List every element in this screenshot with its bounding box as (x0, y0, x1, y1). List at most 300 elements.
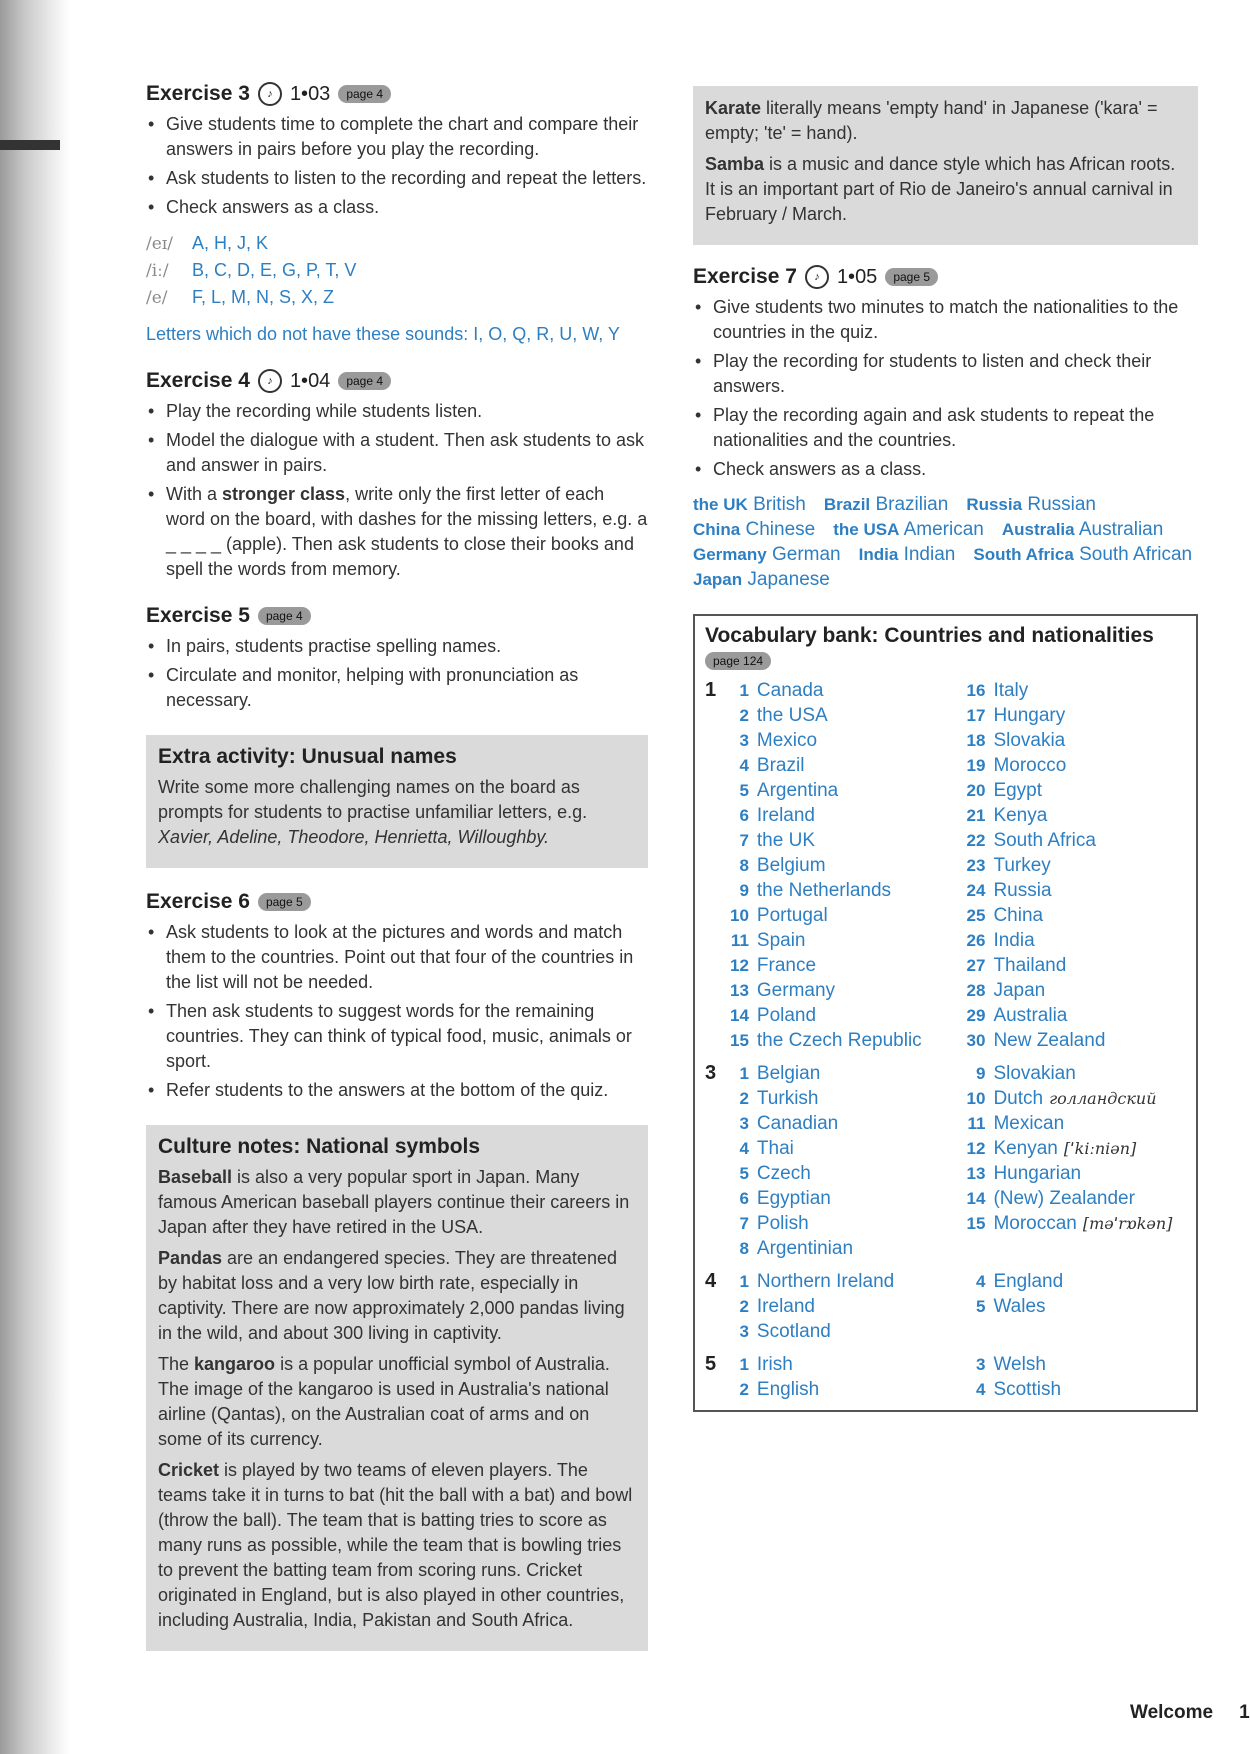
vocab-item (721, 1086, 958, 1111)
vocab-item (721, 1269, 958, 1294)
audio-cd-icon: ♪ (258, 369, 282, 393)
vocab-item (721, 903, 958, 928)
vocab-group (705, 1352, 1186, 1402)
item-number: 10 (966, 1089, 986, 1108)
item-word: New Zealand (993, 1030, 1106, 1051)
vocab-item (721, 1377, 958, 1402)
list-item: • Ask students to listen to the recording and repeat the letters. (146, 166, 648, 191)
vocab-group (705, 1061, 1186, 1261)
item-number: 10 (729, 906, 749, 925)
answer-line (693, 517, 1198, 542)
phonetic-symbol: /e/ (146, 288, 168, 308)
bullet-list (146, 920, 648, 1103)
vocab-column (957, 1061, 1186, 1261)
list-item: • Play the recording again and ask students to repeat the nationalities and the countries. (693, 403, 1198, 453)
item-word: Czech (756, 1163, 811, 1184)
vocabulary-groups (705, 678, 1186, 1402)
item-number: 3 (739, 1322, 749, 1341)
vocab-item (957, 703, 1186, 728)
list-item: • Then ask students to suggest words for the remaining countries. They can think of typical food, music, animals or sport. (146, 999, 648, 1074)
text: literally means 'empty hand' in Japanese ('kara' = empty; 'te' = hand). (705, 98, 1158, 143)
item-number: 5 (739, 781, 749, 800)
country-nationality-pair (859, 544, 956, 565)
item-number: 30 (966, 1031, 986, 1050)
answer-line (693, 567, 1198, 592)
item-word: Thai (756, 1138, 794, 1159)
vocab-item (957, 1136, 1186, 1161)
vocab-item (721, 778, 958, 803)
vocab-item (721, 928, 958, 953)
item-number: 14 (729, 1006, 749, 1025)
country: Brazil (823, 495, 871, 514)
item-word: Moroccan (993, 1213, 1077, 1234)
box-title: Culture notes: National symbols (158, 1135, 481, 1158)
item-word: Irish (756, 1354, 793, 1375)
item-word: Scotland (756, 1321, 831, 1342)
vocab-item (957, 1061, 1186, 1086)
vocab-item (721, 828, 958, 853)
group-number: 4 (705, 1270, 717, 1292)
item-word: Turkey (993, 855, 1051, 876)
page-reference-badge: page 5 (258, 893, 311, 911)
text: is a popular unofficial symbol of Australia. The image of the kangaroo is used in Australia's national airline (Qantas), on the Australian coat of arms and on some of its currency. (158, 1354, 610, 1449)
phonetic-symbol: /eɪ/ (146, 234, 173, 254)
exercise-title: Exercise 3 (146, 82, 250, 105)
nationality: Japanese (747, 569, 830, 590)
country: Japan (693, 570, 743, 589)
vocab-item (721, 853, 958, 878)
item-number: 1 (739, 1272, 749, 1291)
vocab-item (957, 1211, 1186, 1236)
item-word: Belgium (756, 855, 826, 876)
bold-term: Cricket (158, 1460, 220, 1480)
vocab-item (957, 1377, 1186, 1402)
item-word: Italy (993, 680, 1029, 701)
nationality: Australian (1078, 519, 1164, 540)
item-word: England (993, 1271, 1064, 1292)
item-number: 20 (966, 781, 986, 800)
item-word: Argentinian (756, 1238, 854, 1259)
spine-mark (0, 140, 60, 150)
vocab-item (957, 828, 1186, 853)
vocab-column (957, 1352, 1186, 1402)
item-word: Mexico (756, 730, 818, 751)
left-column (146, 82, 648, 1673)
answer-line (693, 542, 1198, 567)
exercise-title: Exercise 7 (693, 265, 797, 288)
example-names: Xavier, Adeline, Theodore, Henrietta, Willoughby. (158, 827, 550, 847)
bullet-list (146, 399, 648, 582)
item-number: 26 (966, 931, 986, 950)
item-number: 4 (739, 1139, 749, 1158)
item-word: Spain (756, 930, 806, 951)
note-paragraph (705, 96, 1186, 146)
item-number: 5 (739, 1164, 749, 1183)
item-word: Canada (756, 680, 824, 701)
vocab-item (721, 1003, 958, 1028)
item-number: 11 (967, 1114, 986, 1133)
track-number: 1•05 (836, 265, 878, 288)
item-number: 7 (739, 1214, 749, 1233)
item-word: Australia (993, 1005, 1068, 1026)
vocabulary-bank-box (693, 614, 1198, 1412)
vocab-item (721, 878, 958, 903)
vocab-item (957, 853, 1186, 878)
country-nationality-pair (693, 494, 806, 515)
page-reference-badge: page 5 (885, 268, 938, 286)
item-number: 3 (739, 731, 749, 750)
exercise-7-heading (693, 265, 1198, 289)
text: With a (166, 484, 223, 504)
item-number: 13 (729, 981, 749, 1000)
list-item: • Play the recording for students to listen and check their answers. (693, 349, 1198, 399)
country-nationality-pair (693, 569, 830, 590)
vocab-item (957, 953, 1186, 978)
item-word: Germany (756, 980, 836, 1001)
item-number: 15 (729, 1031, 749, 1050)
page-number: 1 (1239, 1702, 1250, 1723)
item-number: 7 (739, 831, 749, 850)
item-number: 2 (739, 1297, 749, 1316)
vocab-item (957, 778, 1186, 803)
item-number: 2 (739, 1089, 749, 1108)
item-word: Russia (993, 880, 1052, 901)
track-number: 1•03 (289, 82, 331, 105)
exercise-5-heading (146, 604, 648, 628)
item-word: Portugal (756, 905, 828, 926)
list-item: • Check answers as a class. (146, 195, 648, 220)
item-word: Welsh (993, 1354, 1046, 1375)
country-nationality-pair (966, 494, 1096, 515)
item-word: the Netherlands (756, 880, 892, 901)
item-word: (New) Zealander (993, 1188, 1135, 1209)
item-number: 13 (966, 1164, 986, 1183)
item-number: 16 (966, 681, 986, 700)
page-reference-badge: page 124 (705, 652, 771, 670)
item-number: 29 (966, 1006, 986, 1025)
item-number: 3 (975, 1355, 986, 1374)
vocab-item (721, 703, 958, 728)
vocab-item (957, 903, 1186, 928)
list-item: • Refer students to the answers at the bottom of the quiz. (146, 1078, 648, 1103)
item-word: Northern Ireland (756, 1271, 895, 1292)
item-word: Mexican (993, 1113, 1065, 1134)
bold-term: Baseball (158, 1167, 233, 1187)
section-label: Welcome (1130, 1702, 1214, 1723)
item-word: France (756, 955, 817, 976)
text: , write only the first letter of each word on the board, with dashes for the missing letters, e.g. a _ _ _ _ (apple). Then ask students to close their books and spell the words from memory. (166, 484, 648, 579)
exercise-5 (146, 604, 648, 713)
answer-letters: F, L, M, N, S, X, Z (192, 287, 335, 307)
exercise-6 (146, 890, 648, 1103)
exercise-title: Exercise 4 (146, 369, 250, 392)
vocab-group (705, 678, 1186, 1053)
item-word: Canadian (756, 1113, 839, 1134)
item-word: Turkish (756, 1088, 819, 1109)
exercise-title: Exercise 5 (146, 604, 250, 627)
item-word: Polish (756, 1213, 809, 1234)
nationality: British (753, 494, 806, 515)
note-paragraph (158, 1352, 636, 1452)
item-number: 9 (739, 881, 749, 900)
exercise-6-heading (146, 890, 648, 914)
exercise-3 (146, 82, 648, 347)
vocab-item (957, 753, 1186, 778)
item-number: 1 (739, 1355, 749, 1374)
nationality: Chinese (745, 519, 816, 540)
item-word: Brazil (756, 755, 805, 776)
item-word: Hungarian (993, 1163, 1082, 1184)
item-number: 3 (739, 1114, 749, 1133)
item-word: Slovakia (993, 730, 1066, 751)
country: the USA (833, 520, 900, 539)
country: Russia (966, 495, 1023, 514)
culture-notes-box (146, 1125, 648, 1651)
text: is also a very popular sport in Japan. Many famous American baseball players continue their careers in Japan after they have retired in the USA. (158, 1167, 630, 1237)
note-paragraph (705, 152, 1186, 227)
handwritten-note: голландский (1049, 1089, 1157, 1108)
item-word: Poland (756, 1005, 817, 1026)
nationality: South African (1079, 544, 1193, 565)
item-number: 8 (739, 856, 749, 875)
answer-row (146, 257, 648, 284)
text: is a music and dance style which has African roots. It is an important part of Rio de Janeiro's annual carnival in February / March. (705, 154, 1176, 224)
item-word: Kenyan (993, 1138, 1058, 1159)
country: Australia (1001, 520, 1075, 539)
vocab-item (957, 1086, 1186, 1111)
vocab-item (721, 953, 958, 978)
vocab-item (721, 1294, 958, 1319)
bold-term: Samba (705, 154, 765, 174)
vocab-item (721, 1061, 958, 1086)
item-word: the USA (756, 705, 828, 726)
item-word: India (993, 930, 1035, 951)
item-word: the Czech Republic (756, 1030, 922, 1051)
box-text (158, 775, 636, 850)
item-number: 4 (975, 1380, 986, 1399)
item-number: 19 (966, 756, 986, 775)
item-number: 12 (966, 1139, 986, 1158)
item-number: 21 (966, 806, 986, 825)
answer-line (693, 492, 1198, 517)
country-nationality-pair (693, 519, 815, 540)
vocab-item (721, 1136, 958, 1161)
vocab-item (721, 1352, 958, 1377)
list-item: • Give students two minutes to match the nationalities to the countries in the quiz. (693, 295, 1198, 345)
exercise-4 (146, 369, 648, 582)
item-word: Scottish (993, 1379, 1062, 1400)
nationality-answers (693, 492, 1198, 592)
item-word: Kenya (993, 805, 1048, 826)
vocab-column (957, 1269, 1186, 1344)
vocab-item (957, 1294, 1186, 1319)
item-number: 2 (739, 1380, 749, 1399)
country: China (693, 520, 741, 539)
list-item: • Circulate and monitor, helping with pronunciation as necessary. (146, 663, 648, 713)
country: South Africa (973, 545, 1074, 564)
vocab-item (721, 1319, 958, 1344)
answer-letters: A, H, J, K (192, 233, 269, 253)
vocab-item (957, 878, 1186, 903)
item-number: 5 (975, 1297, 986, 1316)
nationality: American (903, 519, 984, 540)
vocab-column (957, 678, 1186, 1053)
nationality: Indian (903, 544, 956, 565)
page-reference-badge: page 4 (338, 85, 391, 103)
item-number: 17 (966, 706, 986, 725)
vocab-group (705, 1269, 1186, 1344)
item-number: 8 (739, 1239, 749, 1258)
nationality: Russian (1027, 494, 1096, 515)
list-item: • Model the dialogue with a student. Then ask students to ask and answer in pairs. (146, 428, 648, 478)
country-nationality-pair (833, 519, 984, 540)
item-word: Ireland (756, 805, 816, 826)
list-item: • Play the recording while students listen. (146, 399, 648, 424)
vocab-column (721, 1352, 958, 1402)
note-paragraph (158, 1246, 636, 1346)
answer-row (146, 284, 648, 311)
bullet-list (146, 112, 648, 220)
vocab-item (721, 1111, 958, 1136)
page-reference-badge: page 4 (338, 372, 391, 390)
vocab-item (721, 978, 958, 1003)
vocab-item (957, 1111, 1186, 1136)
list-item: • Check answers as a class. (693, 457, 1198, 482)
item-number: 11 (730, 931, 749, 950)
page-reference-badge: page 4 (258, 607, 311, 625)
vocab-item (957, 1161, 1186, 1186)
item-word: Ireland (756, 1296, 816, 1317)
vocab-item (957, 1028, 1186, 1053)
item-number: 6 (739, 806, 749, 825)
vocab-item (721, 1161, 958, 1186)
culture-notes-continued (693, 86, 1198, 245)
country: India (858, 545, 899, 564)
box-title: Vocabulary bank: Countries and nationalities (705, 624, 1154, 647)
vocab-item (957, 728, 1186, 753)
country: the UK (693, 495, 748, 514)
text: Write some more challenging names on the board as prompts for students to practise unfamiliar letters, e.g. (158, 777, 588, 822)
item-number: 22 (966, 831, 986, 850)
group-number: 3 (705, 1062, 717, 1084)
item-number: 6 (739, 1189, 749, 1208)
book-spine-shadow (0, 0, 70, 1754)
handwritten-note: [ˈkiːniən] (1063, 1139, 1137, 1158)
item-word: Egyptian (756, 1188, 831, 1209)
item-number: 23 (966, 856, 986, 875)
vocab-item (957, 1003, 1186, 1028)
item-number: 2 (739, 706, 749, 725)
answer-row (146, 230, 648, 257)
vocab-item (957, 928, 1186, 953)
note-paragraph (158, 1458, 636, 1633)
list-item: • Give students time to complete the chart and compare their answers in pairs before you play the recording. (146, 112, 648, 162)
item-word: Wales (993, 1296, 1046, 1317)
group-number: 1 (705, 679, 717, 701)
vocab-column (721, 678, 958, 1053)
vocab-item (957, 1352, 1186, 1377)
text: are an endangered species. They are threatened by habitat loss and a very low birth rate, especially in captivity. There are now approximately 2,000 pandas living in the wild, and about 300 living in captivity. (158, 1248, 625, 1343)
exercise-3-heading (146, 82, 648, 106)
vocab-item (721, 1186, 958, 1211)
exercise-7 (693, 265, 1198, 592)
handwritten-note: [məˈrɒkən] (1082, 1214, 1173, 1233)
track-number: 1•04 (289, 369, 331, 392)
item-number: 1 (739, 681, 749, 700)
item-word: Hungary (993, 705, 1066, 726)
bold-term: Karate (705, 98, 762, 118)
country: Germany (693, 545, 767, 564)
vocab-item (957, 1186, 1186, 1211)
text: The (158, 1354, 195, 1374)
extra-activity-box (146, 735, 648, 868)
bullet-list (146, 634, 648, 713)
country-nationality-pair (1002, 519, 1163, 540)
phonetic-symbol: /iː/ (146, 261, 169, 281)
item-number: 15 (966, 1214, 986, 1233)
audio-cd-icon: ♪ (805, 265, 829, 289)
group-number: 5 (705, 1353, 717, 1375)
item-number: 1 (739, 1064, 749, 1083)
country-nationality-pair (693, 544, 841, 565)
item-number: 12 (729, 956, 749, 975)
item-word: China (993, 905, 1044, 926)
answer-letters: B, C, D, E, G, P, T, V (192, 260, 357, 280)
item-word: Thailand (993, 955, 1067, 976)
box-title: Extra activity: Unusual names (158, 745, 457, 768)
text: is played by two teams of eleven players. The teams take it in turns to bat (hit the ball with a bat) and bowl (throw the ball). The team that is batting tries to score as many runs as possible, while the team that is bowling tries to prevent the batting team from scoring runs. Cricket originated in England, but is also played in other countries, including Australia, India, Pakistan and South Africa. (158, 1460, 633, 1630)
exercise-4-heading (146, 369, 648, 393)
item-word: South Africa (993, 830, 1096, 851)
vocab-item (721, 678, 958, 703)
item-word: Slovakian (993, 1063, 1076, 1084)
item-word: Morocco (993, 755, 1067, 776)
exercise-title: Exercise 6 (146, 890, 250, 913)
audio-cd-icon: ♪ (258, 82, 282, 106)
item-word: Japan (993, 980, 1046, 1001)
item-number: 4 (739, 756, 749, 775)
item-word: Dutch (993, 1088, 1044, 1109)
vocab-item (957, 678, 1186, 703)
vocab-item (957, 803, 1186, 828)
item-number: 4 (975, 1272, 986, 1291)
item-number: 27 (966, 956, 986, 975)
vocab-item (721, 1211, 958, 1236)
right-column (693, 86, 1198, 1412)
item-number: 9 (975, 1064, 986, 1083)
item-number: 28 (966, 981, 986, 1000)
note-paragraph (158, 1165, 636, 1240)
vocab-column (721, 1061, 958, 1261)
vocab-column (721, 1269, 958, 1344)
item-number: 25 (966, 906, 986, 925)
nationality: German (771, 544, 841, 565)
item-word: Argentina (756, 780, 839, 801)
vocab-item (957, 978, 1186, 1003)
vocab-item (721, 1236, 958, 1261)
vocab-item (721, 803, 958, 828)
vocab-item (721, 728, 958, 753)
vocab-item (721, 1028, 958, 1053)
item-word: Egypt (993, 780, 1043, 801)
bold-term: Pandas (158, 1248, 223, 1268)
list-item: • In pairs, students practise spelling names. (146, 634, 648, 659)
country-nationality-pair (824, 494, 948, 515)
country-nationality-pair (973, 544, 1192, 565)
bullet-list (693, 295, 1198, 482)
item-number: 24 (966, 881, 986, 900)
bold-text: stronger class (222, 484, 346, 504)
